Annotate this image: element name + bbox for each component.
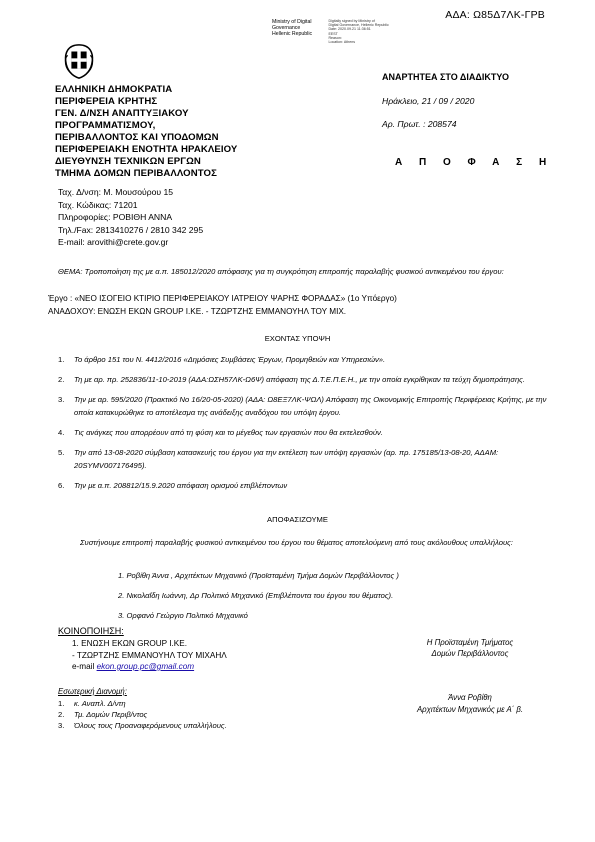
committee-paragraph: Συστήνουμε επιτροπή παραλαβής φυσικού αντικειμένου του έργου του θέματος αποτελούμενη από τους ακόλουθους υπαλλήλους: <box>80 538 513 547</box>
list-item: 5. Την από 13-08-2020 σύμβαση κατασκευής του έργου για την εκτέλεση των υπόψη εργασιών (αρ. πρ. 175185/13-08-20, ΑΔΑΜ: 20SYMV007176495). <box>58 448 499 470</box>
list-item: 2. Τμ. Δομών Περιβ/ντος <box>58 710 148 720</box>
signatory <box>400 692 540 715</box>
internal-distribution-list <box>58 698 227 732</box>
notification-heading: ΚΟΙΝΟΠΟΙΗΣΗ: <box>58 626 124 636</box>
header-line: ΓΕΝ. Δ/ΝΣΗ ΑΝΑΠΤΥΞΙΑΚΟΥ <box>55 108 189 119</box>
signature-authority <box>272 19 327 37</box>
internal-distribution-heading: Εσωτερική Διανομή: <box>58 687 127 696</box>
hellenic-republic-emblem-icon <box>60 42 98 80</box>
signatory-title: Αρχιτέκτων Μηχανικός με Α΄ β. <box>416 704 524 714</box>
header-line: ΔΙΕΥΘΥΝΣΗ ΤΕΧΝΙΚΩΝ ΕΡΓΩΝ <box>55 156 201 167</box>
email-label: e-mail <box>72 662 95 671</box>
signature-authority-line: Hellenic Republic <box>272 31 313 37</box>
subject-line: ΘΕΜΑ: Τροποποίηση της με α.π. 185012/2020 απόφασης για τη συγκρότηση επιτροπής παραλαβής φυσικού αντικειμένου του έργου: <box>58 267 504 276</box>
recipient-line: 1. ΕΝΩΣΗ ΕΚΩΝ GROUP I.KE. <box>72 639 187 648</box>
signatory-role <box>400 637 540 659</box>
header-line: ΤΜΗΜΑ ΔΟΜΩΝ ΠΕΡΙΒΑΛΛΟΝΤΟΣ <box>55 168 217 179</box>
document-date: Ηράκλειο, 21 / 09 / 2020 <box>382 96 475 106</box>
contact-email: E-mail: arovithi@crete.gov.gr <box>58 237 169 248</box>
committee-members <box>118 566 399 626</box>
signatory-role-line: Η Προϊσταμένη Τμήματος <box>426 638 514 647</box>
header-line: ΠΕΡΙΒΑΛΛΟΝΤΟΣ ΚΑΙ ΥΠΟΔΟΜΩΝ <box>55 132 219 143</box>
list-item: 1. Το άρθρο 151 του Ν. 4412/2016 «Δημόσιες Συμβάσεις Έργων, Προμηθειών και Υπηρεσιών». <box>58 355 386 364</box>
contractor-line: ΑΝΑΔΟΧΟΥ: ΕΝΩΣΗ ΕΚΩΝ GROUP I.KE. - ΤΖΩΡΤΖΗΣ ΕΜΜΑΝΟΥΗΛ ΤΟΥ ΜΙΧ. <box>48 307 347 316</box>
recipient-line: - ΤΖΩΡΤΖΗΣ ΕΜΜΑΝΟΥΗΛ ΤΟΥ ΜΙΧΑΗΛ <box>72 650 227 660</box>
digital-signature-block <box>272 19 398 44</box>
committee-member: 1. Ροβίθη Άννα , Αρχιτέκτων Μηχανικό (Προϊσταμένη Τμήμα Δομών Περιβάλλοντος ) <box>118 571 399 580</box>
signature-detail-line: Digitally signed by Ministry of <box>328 19 375 23</box>
header-line: ΠΕΡΙΦΕΡΕΙΑ ΚΡΗΤΗΣ <box>55 96 158 107</box>
header-line: ΠΕΡΙΦΕΡΕΙΑΚΗ ΕΝΟΤΗΤΑ ΗΡΑΚΛΕΙΟΥ <box>55 144 238 155</box>
signature-authority-line: Governance <box>272 25 301 31</box>
signature-details <box>328 19 398 44</box>
decision-heading: ΑΠΟΦΑΣΙΖΟΥΜΕ <box>267 515 328 524</box>
list-item: 3. Την με αρ. 595/2020 (Πρακτικό Νο 16/20-05-2020) (ΑΔΑ: Ω8ΕΞ7ΛΚ-ΨΩΛ) Απόφαση της Οικονομικής Επιτροπής Περιφέρειας Κρήτης, με την οποία κατακυρώθηκε το αποτέλεσμα της ανάδειξης αναδόχου του υπόψη έργου. <box>58 395 547 417</box>
contact-info <box>58 186 203 249</box>
contact-postcode: Ταχ. Κώδικας: 71201 <box>58 199 138 210</box>
list-item: 3. Όλους τους Προαναφερόμενους υπαλλήλους. <box>58 721 227 731</box>
considerations-list <box>58 353 558 499</box>
list-item: 1. κ. Αναπλ. Δ/ντη <box>58 699 126 708</box>
project-title: Έργο : «ΝΕΟ ΙΣΟΓΕΙΟ ΚΤΙΡΙΟ ΠΕΡΙΦΕΡΕΙΑΚΟΥ ΙΑΤΡΕΙΟΥ ΨΑΡΗΣ ΦΟΡΑΔΑΣ» (1ο Υπόεργο) <box>48 294 397 303</box>
notification-recipients <box>60 638 227 673</box>
signature-detail-line: EEST <box>328 31 338 36</box>
considering-heading: ΕΧΟΝΤΑΣ ΥΠΟΨΗ <box>264 334 331 343</box>
contact-phone: Τηλ./Fax: 2813410276 / 2810 342 295 <box>58 224 204 235</box>
signature-authority-line: Ministry of Digital <box>272 19 312 25</box>
recipient-email-link[interactable]: ekon.group.pc@gmail.com <box>96 662 195 671</box>
list-item: 4. Τις ανάγκες που απορρέουν από τη φύση και το μέγεθος των εργασιών που θα εκτελεσθούν. <box>58 428 383 437</box>
authority-header <box>55 84 237 180</box>
committee-member: 2. Νικολαΐδη Ιωάννη, Δρ Πολιτικό Μηχανικό (Επιβλέποντα του έργου του θέματος). <box>118 591 394 600</box>
contact-person: Πληροφορίες: ΡΟΒΙΘΗ ΑΝΝΑ <box>58 212 173 223</box>
signature-detail-line: Digital Governance, Hellenic Republic <box>328 23 389 28</box>
signature-detail-line: Date: 2020.09.21 11:36:51 <box>328 27 371 32</box>
protocol-number: Αρ. Πρωτ. : 208574 <box>382 119 457 129</box>
contact-address: Ταχ. Δ/νση: Μ. Μουσούρου 15 <box>58 187 174 197</box>
list-item: 2. Τη με αρ. πρ. 252836/11-10-2019 (ΑΔΑ:ΩΣΗ57ΛΚ-Ω6Ψ) απόφαση της Δ.Τ.Ε.Π.Ε.Η., με την οποία εγκρίθηκαν τα τεύχη δημοπράτησης. <box>58 375 525 384</box>
signatory-role-line: Δομών Περιβάλλοντος <box>431 649 509 658</box>
signatory-name: Άννα Ροβίθη <box>448 693 492 702</box>
ada-code: ΑΔΑ: Ω85Δ7ΛΚ-ΓΡΒ <box>445 9 545 21</box>
committee-member: 3. Ορφανό Γεώργιο Πολιτικό Μηχανικό <box>118 611 248 620</box>
publish-online-notice: ΑΝΑΡΤΗΤΕΑ ΣΤΟ ΔΙΑΔΙΚΤΥΟ <box>382 72 509 82</box>
list-item: 6. Την με α.π. 208812/15.9.2020 απόφαση ορισμού επιβλέποντων <box>58 481 288 490</box>
signature-detail-line: Reason: <box>328 35 342 40</box>
document-title: Α Π Ο Φ Α Σ Η <box>395 157 554 168</box>
signature-detail-line: Location: Athens <box>328 40 356 45</box>
header-line: ΠΡΟΓΡΑΜΜΑΤΙΣΜΟΥ, <box>55 120 156 131</box>
header-line: ΕΛΛΗΝΙΚΗ ΔΗΜΟΚΡΑΤΙΑ <box>55 84 173 95</box>
